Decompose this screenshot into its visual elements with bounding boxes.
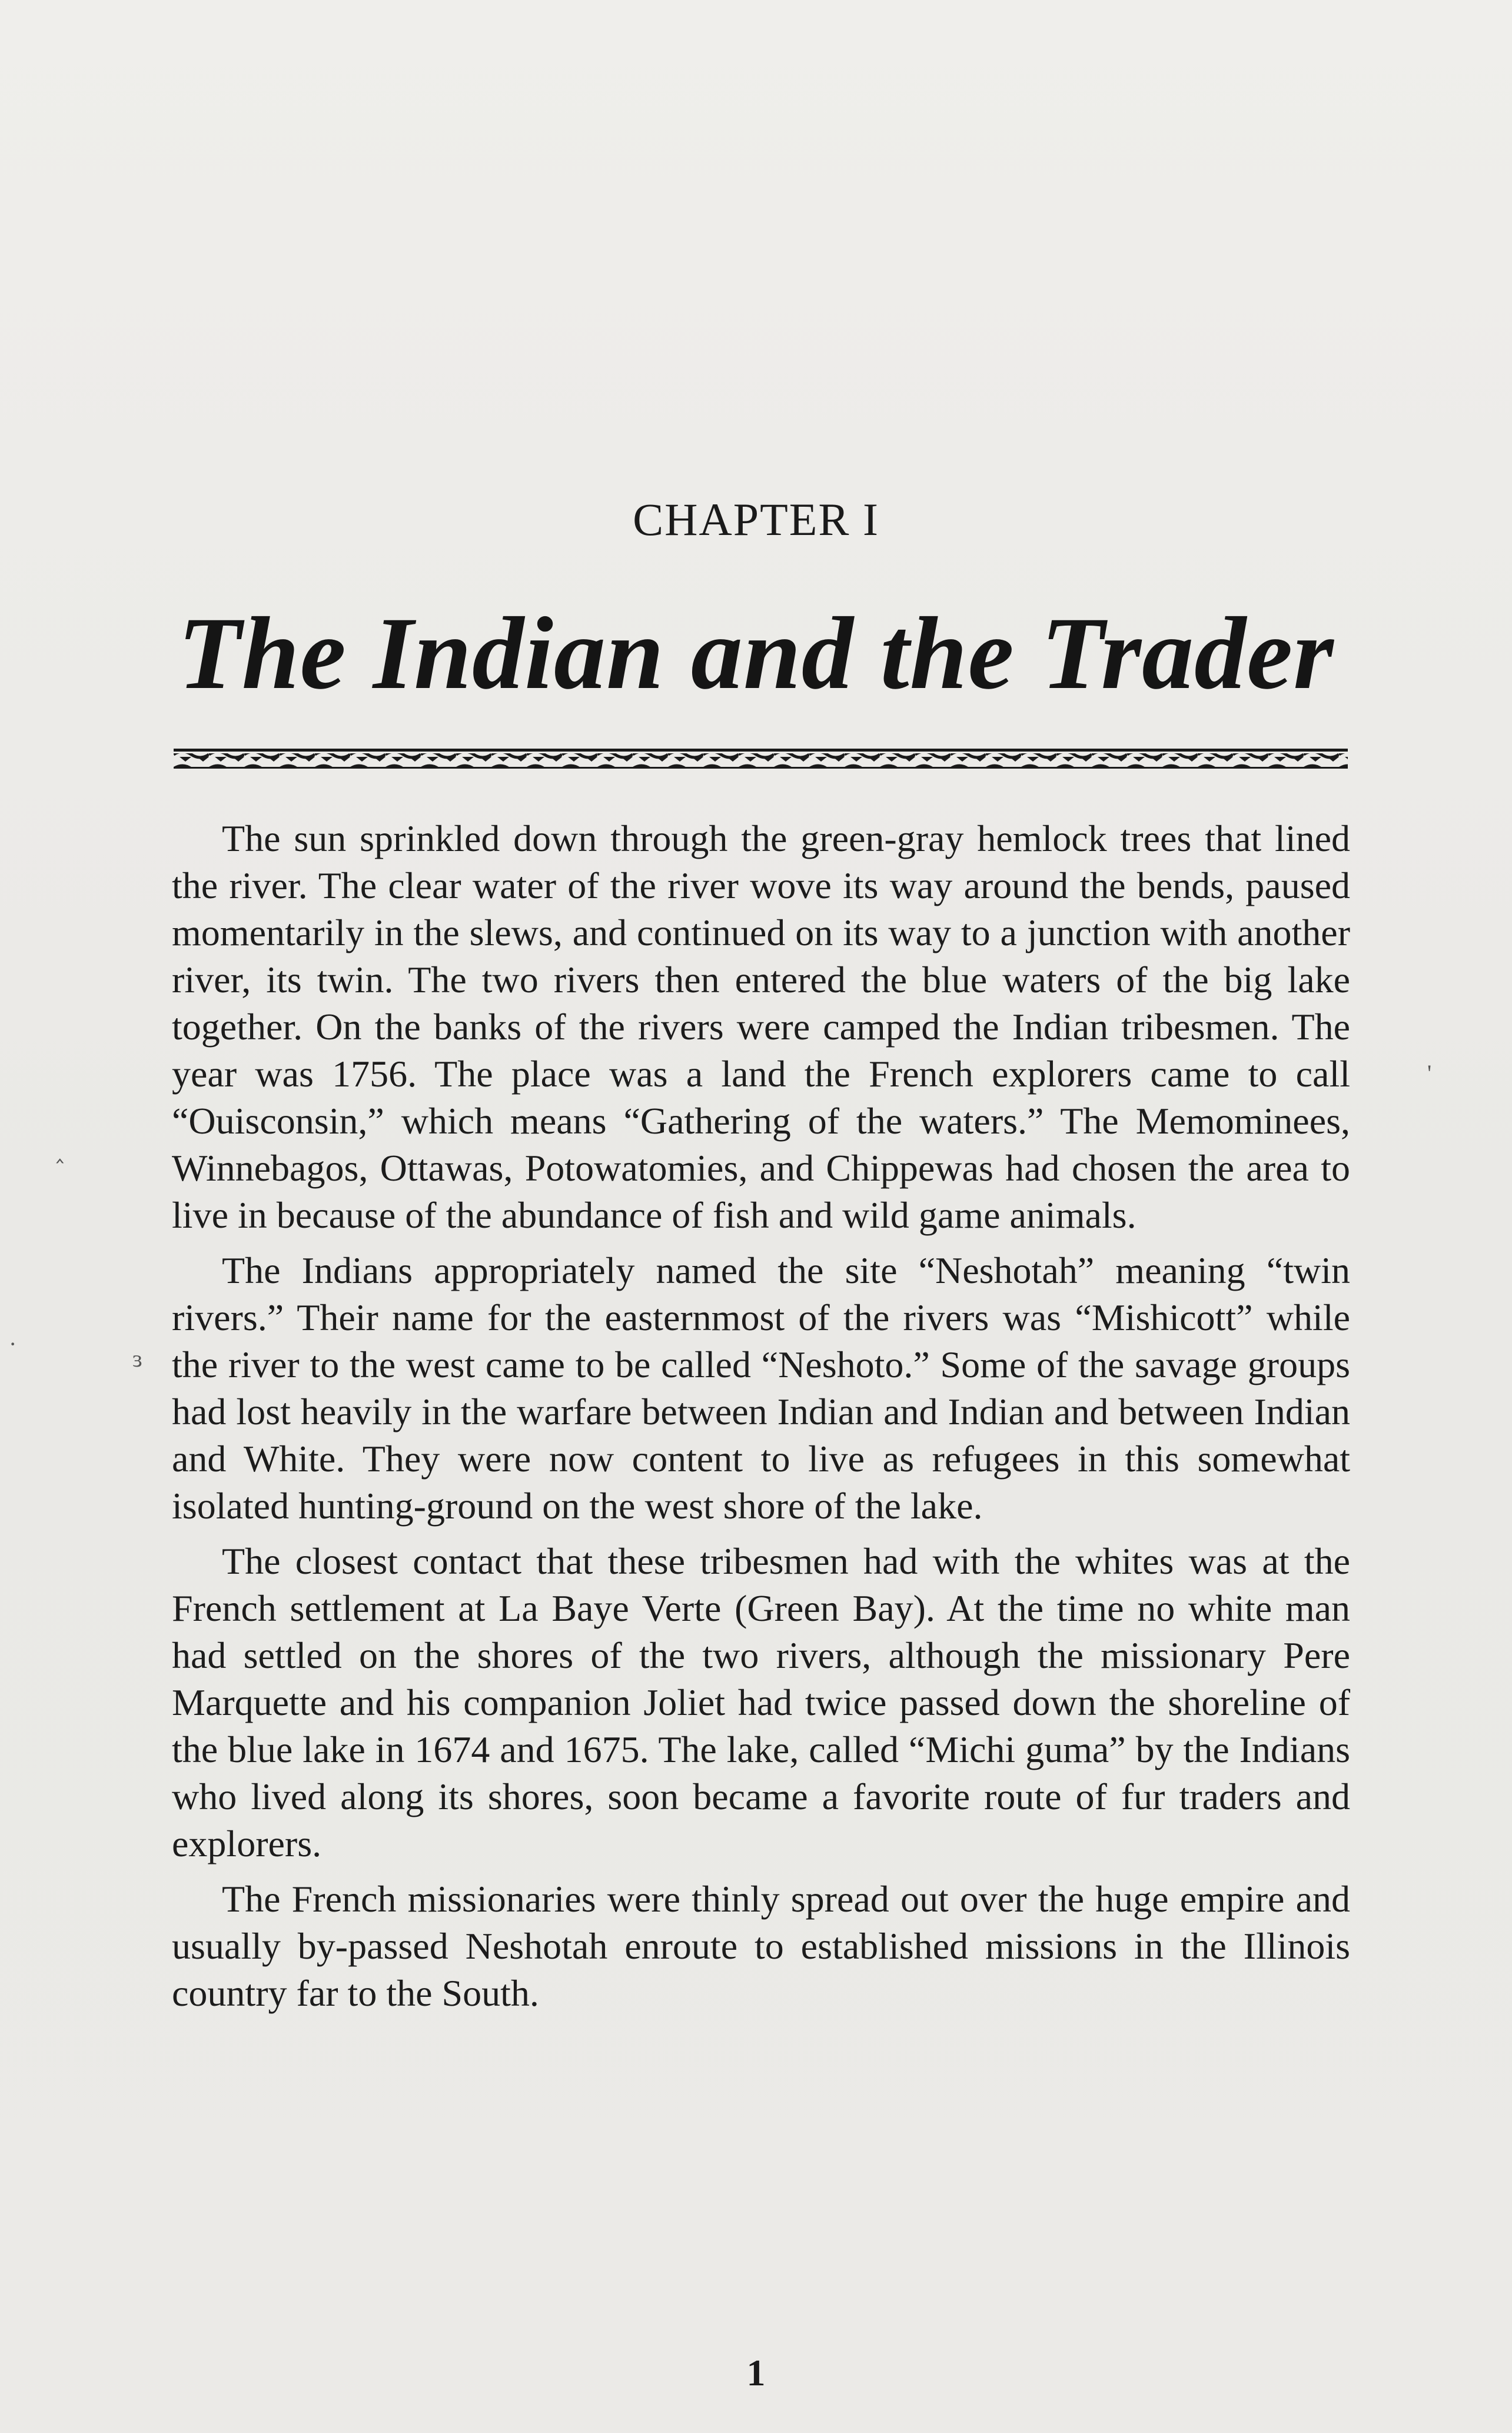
body-text (172, 815, 1350, 2025)
margin-mark: ɜ (132, 1345, 142, 1372)
margin-mark: ' (1427, 1060, 1432, 1086)
chapter-label: CHAPTER I (633, 494, 879, 545)
ornamental-divider (174, 747, 1348, 771)
page-number: 1 (746, 2352, 766, 2394)
paragraph: The Indians appropriately named the site “Neshotah” meaning “twin rivers.” Their name for the easternmost of the rivers was “Mishicott” while the river to the west came to be called “Neshoto.” Some of the savage groups had lost heavily in the warfare between Indian and Indian and between Indian and White. They were now content to live as refugees in this somewhat isolated hunting-ground on the west shore of the lake. (172, 1249, 1350, 1527)
paragraph: The closest contact that these tribesmen had with the whites was at the French settlement at La Baye Verte (Green Bay). At the time no white man had settled on the shores of the two rivers, although the missionary Pere Marquette and his companion Joliet had twice passed down the shoreline of the blue lake in 1674 and 1675. The lake, called “Michi guma” by the Indians who lived along its shores, soon became a favorite route of fur traders and explorers. (172, 1540, 1350, 1864)
margin-mark: ‸ (56, 1136, 64, 1163)
paragraph: The French missionaries were thinly spread out over the huge empire and usually by-passed Neshotah enroute to established missions in the Illinois country far to the South. (172, 1878, 1350, 2014)
margin-mark: · (9, 1331, 17, 1357)
chapter-title: The Indian and the Trader (178, 596, 1334, 711)
paragraph: The sun sprinkled down through the green-gray hemlock trees that lined the river. The clear water of the river wove its way around the bends, paused momentarily in the slews, and continued on its way to a junction with another river, its twin. The two rivers then entered the blue waters of the big lake together. On the banks of the rivers were camped the Indian tribesmen. The year was 1756. The place was a land the French explorers came to call “Ouisconsin,” which means “Gathering of the waters.” The Memominees, Winnebagos, Ottawas, Potowatomies, and Chippewas had chosen the area to live in because of the abundance of fish and wild game animals. (172, 817, 1350, 1236)
